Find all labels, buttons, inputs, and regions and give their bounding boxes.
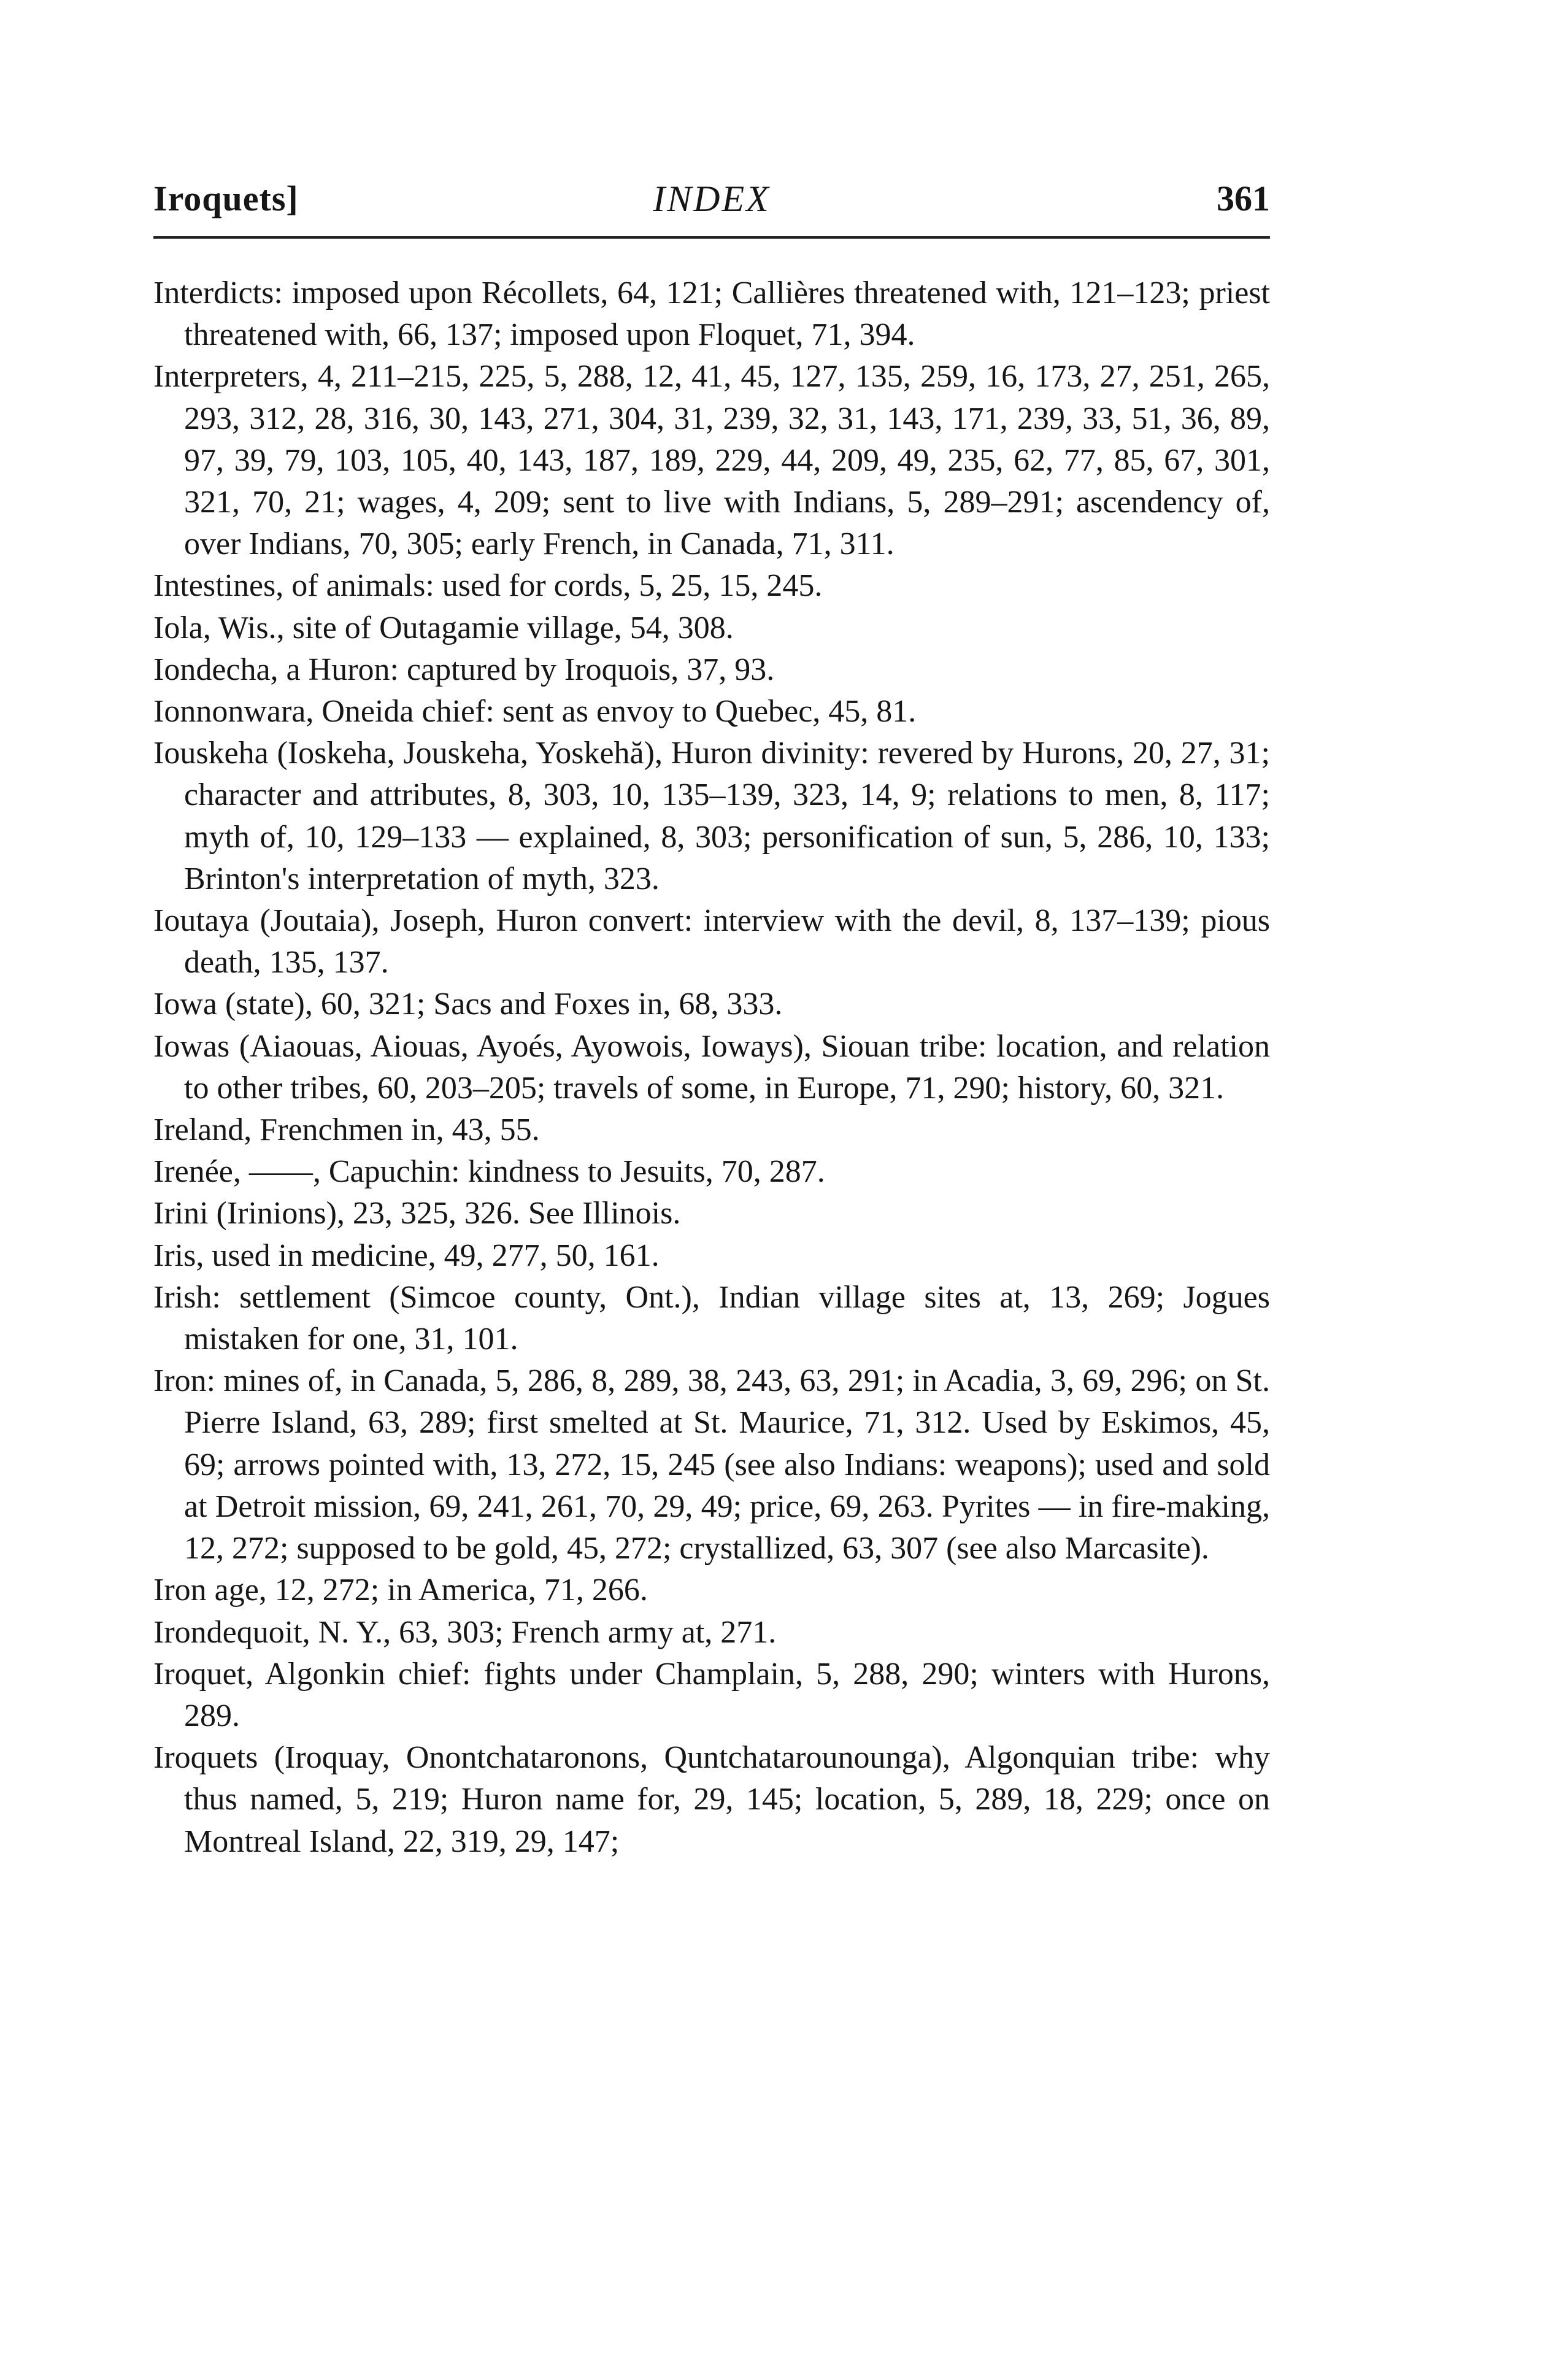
index-entry: Iola, Wis., site of Outagamie village, 54, 308. [153,610,734,645]
index-entry: Ionnonwara, Oneida chief: sent as envoy to Quebec, 45, 81. [153,694,917,730]
running-head-title: INDEX [653,179,771,219]
index-entry: Ioutaya (Joutaia), Joseph, Huron convert: interview with the devil, 8, 137–139; pious death, 135, 137. [153,903,1270,980]
index-entry: Irish: settlement (Simcoe county, Ont.), Indian village sites at, 13, 269; Jogues mistaken for one, 31, 101. [153,1279,1270,1357]
page-number: 361 [1217,179,1270,218]
running-head-left: Iroquets] [153,179,299,218]
index-entry: Iowa (state), 60, 321; Sacs and Foxes in, 68, 333. [153,987,783,1022]
index-entry: Iondecha, a Huron: captured by Iroquois, 37, 93. [153,652,775,687]
index-entry: Interdicts: imposed upon Récollets, 64, 121; Callières threatened with, 121–123; priest threatened with, 66, 137; imposed upon Floquet, 71, 394. [153,275,1270,353]
index-entry: Iroquet, Algonkin chief: fights under Champlain, 5, 288, 290; winters with Hurons, 289. [153,1656,1270,1733]
index-entry: Iron age, 12, 272; in America, 71, 266. [153,1573,648,1608]
index-entry: Interpreters, 4, 211–215, 225, 5, 288, 12, 41, 45, 127, 135, 259, 16, 173, 27, 251, 265, 293, 312, 28, 316, 30, 143, 271, 304, 31, 239, 32, 31, 143, 171, 239, 33, 51, 36, 89, 97, 39, 79, 103, 105, 40, 143, 187, 189, 229, 44, 209, 49, 235, 62, 77, 85, 67, 301, 321, 70, 21; wages, 4, 209; sent to live with Indians, 5, 289–291; ascendency of, over Indians, 70, 305; early French, in Canada, 71, 311. [153,359,1270,562]
index-entry: Iris, used in medicine, 49, 277, 50, 161. [153,1238,660,1273]
index-entries [153,272,1270,1863]
index-entry: Irenée, ——, Capuchin: kindness to Jesuits, 70, 287. [153,1154,825,1190]
index-page [153,178,1270,1863]
index-entry: Iroquets (Iroquay, Onontchataronons, Quntchatarounounga), Algonquian tribe: why thus named, 5, 219; Huron name for, 29, 145; location, 5, 289, 18, 229; once on Montreal Island, 22, 319, 29, 147; [153,1740,1270,1859]
index-entry: Iron: mines of, in Canada, 5, 286, 8, 289, 38, 243, 63, 291; in Acadia, 3, 69, 296; on St. Pierre Island, 63, 289; first smelted at St. Maurice, 71, 312. Used by Eskimos, 45, 69; arrows pointed with, 13, 272, 15, 245 (see also Indians: weapons); used and sold at Detroit mission, 69, 241, 261, 70, 29, 49; price, 69, 263. Pyrites — in fire-making, 12, 272; supposed to be gold, 45, 272; crystallized, 63, 307 (see also Marcasite). [153,1363,1270,1566]
index-entry: Irondequoit, N. Y., 63, 303; French army at, 271. [153,1614,777,1650]
index-entry: Irini (Irinions), 23, 325, 326. See Illinois. [153,1196,681,1231]
index-entry: Ireland, Frenchmen in, 43, 55. [153,1112,540,1148]
running-head [153,178,1270,239]
index-entry: Intestines, of animals: used for cords, 5, 25, 15, 245. [153,568,823,604]
index-entry: Iowas (Aiaouas, Aiouas, Ayoés, Ayowois, Ioways), Siouan tribe: location, and relation to other tribes, 60, 203–205; travels of some, in Europe, 71, 290; history, 60, 321. [153,1028,1270,1106]
index-entry: Iouskeha (Ioskeha, Jouskeha, Yoskehă), Huron divinity: revered by Hurons, 20, 27, 31; character and attributes, 8, 303, 10, 135–139, 323, 14, 9; relations to men, 8, 117; myth of, 10, 129–133 — explained, 8, 303; personification of sun, 5, 286, 10, 133; Brinton's interpretation of myth, 323. [153,736,1270,896]
